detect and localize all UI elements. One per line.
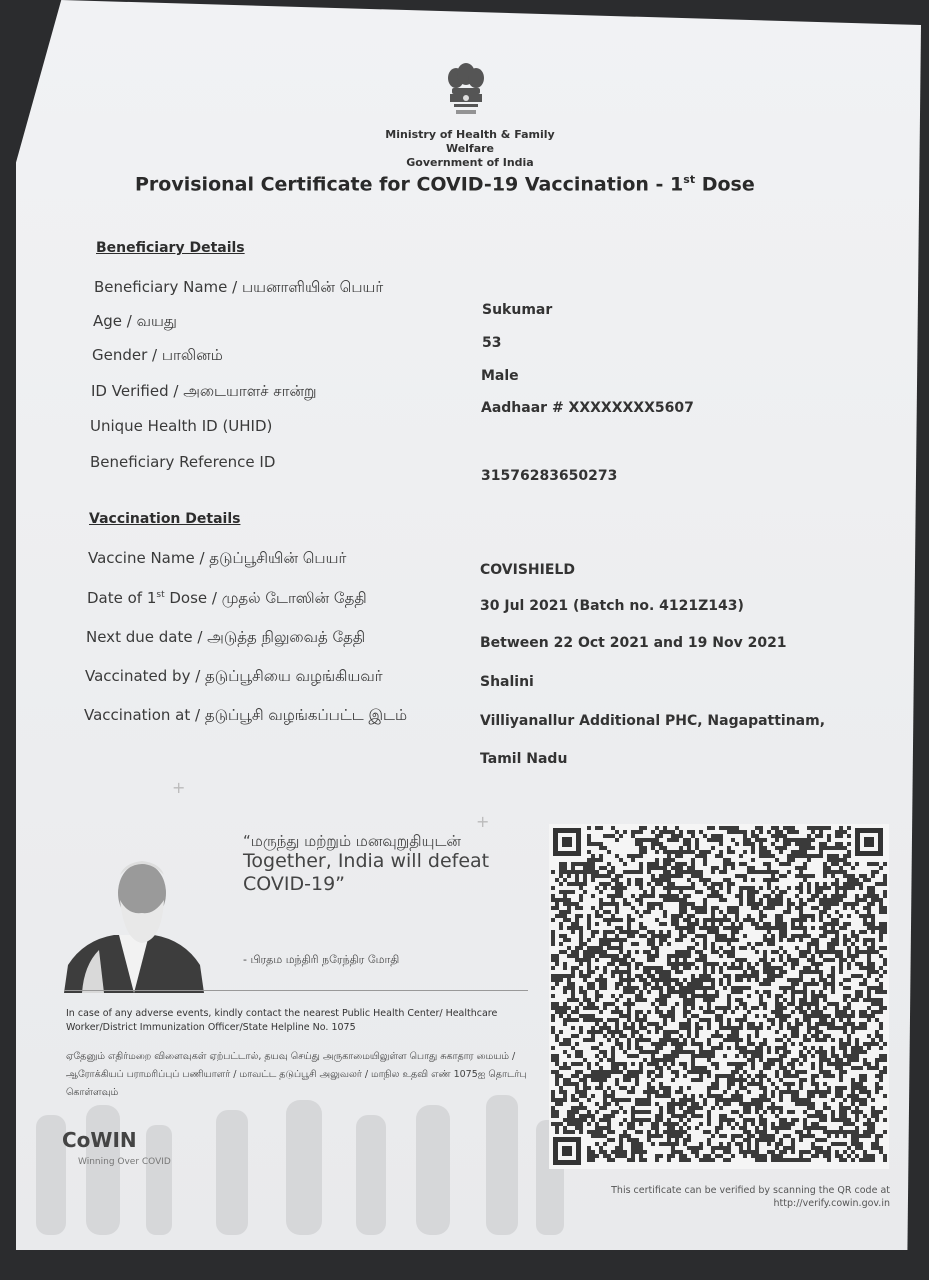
illustration-people (16, 1075, 576, 1235)
portrait-photo (64, 845, 204, 993)
national-emblem-icon (438, 60, 494, 130)
adverse-events-tamil: ஏதேனும் எதிர்மறை விளைவுகள் ஏற்பட்டால், தயவு செய்து அருகாமையிலுள்ள பொது சுகாதார மையம் / ஆரோக்கியப் பராமரிப்புப் பணியாளர் / மாவட்ட தடுப்பூசி அலுவலர் / மாநில உதவி எண் 1075ஐ தொடர்பு கொள்ளவும் (66, 1051, 527, 1098)
ministry-name: Ministry of Health & Family Welfare (385, 128, 555, 155)
qr-code-icon (549, 824, 889, 1169)
vaccinated-by-value: Shalini (480, 674, 534, 690)
quote-attribution: - பிரதம மந்திரி நரேந்திர மோதி (243, 953, 400, 966)
next-due-label: Next due date / அடுத்த நிலுவைத் தேதி (86, 628, 366, 646)
age-value: 53 (482, 335, 502, 351)
id-verified-label: ID Verified / அடையாளச் சான்று (91, 382, 317, 400)
age-label: Age / வயது (93, 312, 177, 330)
dose-date-label-b: Dose / முதல் டோஸின் தேதி (164, 589, 367, 607)
reference-id-label: Beneficiary Reference ID (90, 453, 276, 471)
vaccination-at-label: Vaccination at / தடுப்பூசி வழங்கப்பட்ட இடம் (84, 706, 408, 724)
decor-plus: + (172, 778, 186, 797)
id-verified-value: Aadhaar # XXXXXXXX5607 (481, 400, 694, 416)
title-end: Dose (695, 173, 755, 196)
vaccination-heading: Vaccination Details (89, 511, 241, 527)
ministry-header (360, 128, 580, 170)
title-sup: st (683, 173, 696, 186)
dose-date-label (87, 589, 367, 609)
vaccine-name-value: COVISHIELD (480, 562, 575, 578)
next-due-value: Between 22 Oct 2021 and 19 Nov 2021 (480, 635, 787, 651)
uhid-label: Unique Health ID (UHID) (90, 417, 273, 435)
pm-quote (243, 832, 513, 896)
verify-text: This certificate can be verified by scanning the QR code at (611, 1185, 890, 1196)
beneficiary-heading: Beneficiary Details (96, 240, 245, 256)
vaccination-at-value-2: Tamil Nadu (480, 751, 568, 767)
verify-note (560, 1184, 890, 1210)
vaccination-at-value-1: Villiyanallur Additional PHC, Nagapattinam, (480, 713, 826, 729)
cowin-logo: CoWIN (62, 1128, 137, 1152)
vaccinated-by-label: Vaccinated by / தடுப்பூசியை வழங்கியவர் (85, 667, 383, 685)
gender-value: Male (481, 368, 519, 384)
footer-divider (64, 990, 528, 991)
government-name: Government of India (406, 156, 534, 169)
dose-date-value: 30 Jul 2021 (Batch no. 4121Z143) (480, 598, 744, 614)
decor-plus: + (476, 812, 490, 831)
gender-label: Gender / பாலினம் (92, 346, 223, 364)
vaccine-name-label: Vaccine Name / தடுப்பூசியின் பெயர் (88, 549, 347, 567)
verify-url: http://verify.cowin.gov.in (773, 1198, 890, 1209)
title-text: Provisional Certificate for COVID-19 Vaccination - 1 (135, 173, 684, 196)
beneficiary-name-value: Sukumar (482, 302, 553, 318)
adverse-events-english: In case of any adverse events, kindly contact the nearest Public Health Center/ Healthcare Worker/District Immunization Officer/State Helpline No. 1075 (66, 1008, 498, 1033)
cowin-tagline: Winning Over COVID (78, 1157, 171, 1167)
quote-english: Together, India will defeat COVID-19” (243, 850, 490, 895)
certificate-title (135, 173, 755, 195)
reference-id-value: 31576283650273 (481, 468, 618, 484)
beneficiary-name-label: Beneficiary Name / பயனாளியின் பெயர் (94, 278, 384, 296)
dose-date-label-sup: st (156, 590, 165, 600)
quote-tamil: “மருந்து மற்றும் மனவுறுதியுடன் (243, 832, 461, 850)
dose-date-label-a: Date of 1 (87, 589, 157, 607)
